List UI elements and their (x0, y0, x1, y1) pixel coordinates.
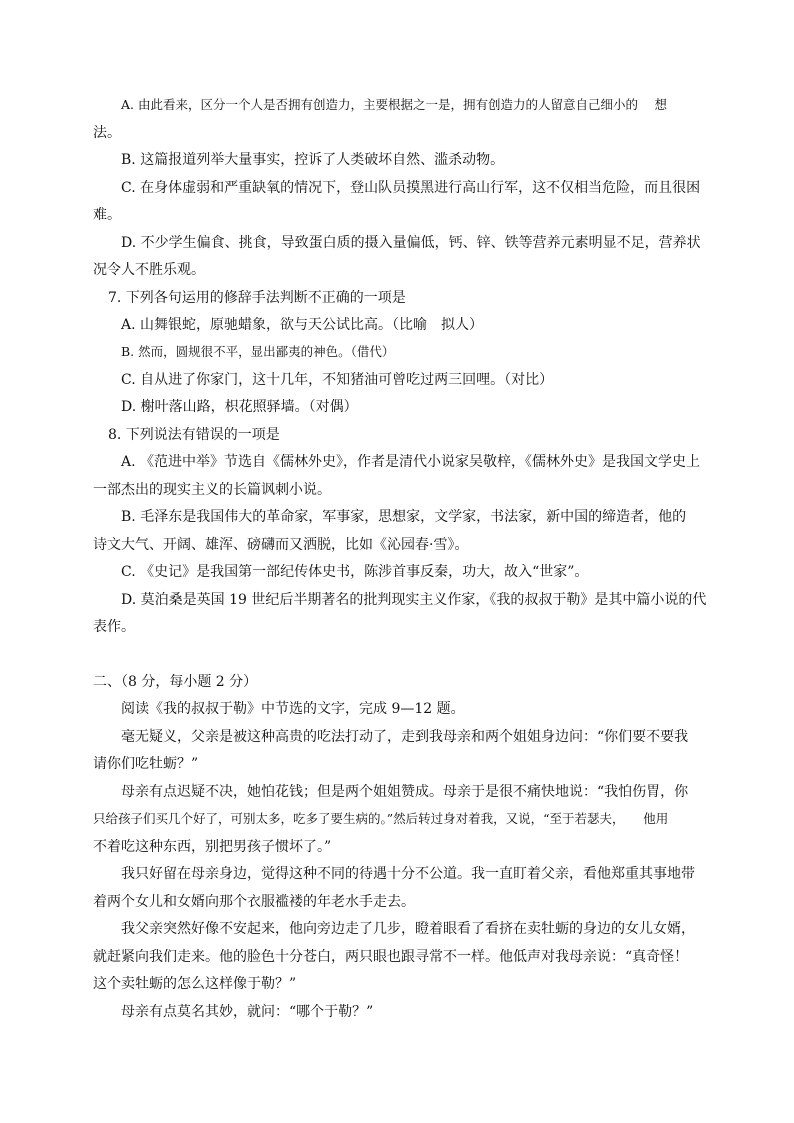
passage-paragraph-2-cont2: 不着吃这种东西，别把男孩子惯坏了。” (93, 839, 332, 855)
q8-option-b: B. 毛泽东是我国伟大的革命家，军事家，思想家，文学家，书法家，新中国的缔造者，他的 (121, 509, 687, 525)
q7-option-a: A. 山舞银蛇，原驰蜡象，欲与天公试比高。（比喻 拟人） (121, 317, 484, 333)
passage-paragraph-4-cont: 就赶紧向我们走来。他的脸色十分苍白，两只眼也跟寻常不一样。他低声对我母亲说：“真奇怪！ (93, 949, 689, 965)
q6-option-d: D. 不少学生偏食、挑食，导致蛋白质的摄入量偏低，钙、锌、铁等营养元素明显不足，营养状 (121, 235, 701, 251)
q8-stem: 8. 下列说法有错误的一项是 (108, 427, 280, 443)
q7-option-b: B. 然而，圆规很不平，显出鄙夷的神色。（借代） (121, 344, 395, 359)
section-intro: 阅读《我的叔叔于勒》中节选的文字，完成 9—12 题。 (121, 701, 465, 717)
q7-option-d: D. 榭叶落山路，枳花照驿墙。（对偶） (121, 399, 358, 415)
q6-option-a: A. 由此看来，区分一个人是否拥有创造力，主要根据之一是，拥有创造力的人留意自己细小的 想 (121, 97, 667, 112)
passage-paragraph-1: 毫无疑义，父亲是被这种高贵的吃法打动了，走到我母亲和两个姐姐身边问：“你们要不要我 (121, 729, 689, 745)
passage-paragraph-4: 我父亲突然好像不安起来，他向旁边走了几步，瞪着眼看了看挤在卖牡蛎的身边的女儿女婿， (121, 921, 695, 937)
q8-option-d-cont: 表作。 (93, 619, 135, 635)
q7-option-c: C. 自从进了你家门，这十几年，不知猪油可曾吃过两三回哩。（对比） (121, 372, 554, 388)
q8-option-c: C. 《史记》是我国第一部纪传体史书，陈涉首事反秦，功大，故入“世家”。 (121, 564, 589, 580)
passage-paragraph-3: 我只好留在母亲身边，觉得这种不同的待遇十分不公道。我一直盯着父亲，看他郑重其事地带 (121, 866, 695, 882)
q7-stem: 7. 下列各句运用的修辞手法判断不正确的一项是 (108, 290, 406, 306)
passage-paragraph-3-cont: 着两个女儿和女婿向那个衣服褴褛的年老水手走去。 (93, 894, 415, 910)
passage-paragraph-2-cont: 只给孩子们买几个好了，可别太多，吃多了要生病的。”然后转过身对着我，又说，“至于若瑟夫， 他用 (93, 811, 669, 826)
section-heading: 二、（8 分，每小题 2 分） (93, 674, 258, 690)
passage-paragraph-5: 母亲有点莫名其妙，就问：“哪个于勒？” (121, 1004, 374, 1020)
q6-option-c-cont: 难。 (93, 207, 121, 223)
q8-option-a: A. 《范进中举》节选自《儒林外史》，作者是清代小说家吴敬梓，《儒林外史》是我国文学史上 (121, 454, 701, 470)
q6-option-c: C. 在身体虚弱和严重缺氧的情况下，登山队员摸黑进行高山行军，这不仅相当危险，而且很困 (121, 180, 701, 196)
q6-option-b: B. 这篇报道列举大量事实，控诉了人类破坏自然、滥杀动物。 (121, 152, 505, 168)
passage-paragraph-4-cont2: 这个卖牡蛎的怎么这样像于勒？” (93, 976, 297, 992)
q8-option-a-cont: 一部杰出的现实主义的长篇讽刺小说。 (93, 482, 331, 498)
q6-option-a-cont: 法。 (93, 125, 121, 141)
passage-paragraph-1-cont: 请你们吃牡蛎？” (93, 756, 199, 772)
q8-option-b-cont: 诗文大气、开阔、雄浑、磅礴而又洒脱，比如《沁园春·雪》。 (93, 537, 469, 553)
passage-paragraph-2: 母亲有点迟疑不决，她怕花钱；但是两个姐姐赞成。母亲于是很不痛快地说：“我怕伤胃，你 (121, 784, 689, 800)
q8-option-d: D. 莫泊桑是英国 19 世纪后半期著名的批判现实主义作家，《我的叔叔于勒》是其中篇小说的代 (121, 592, 707, 608)
q6-option-d-cont: 况令人不胜乐观。 (93, 262, 205, 278)
